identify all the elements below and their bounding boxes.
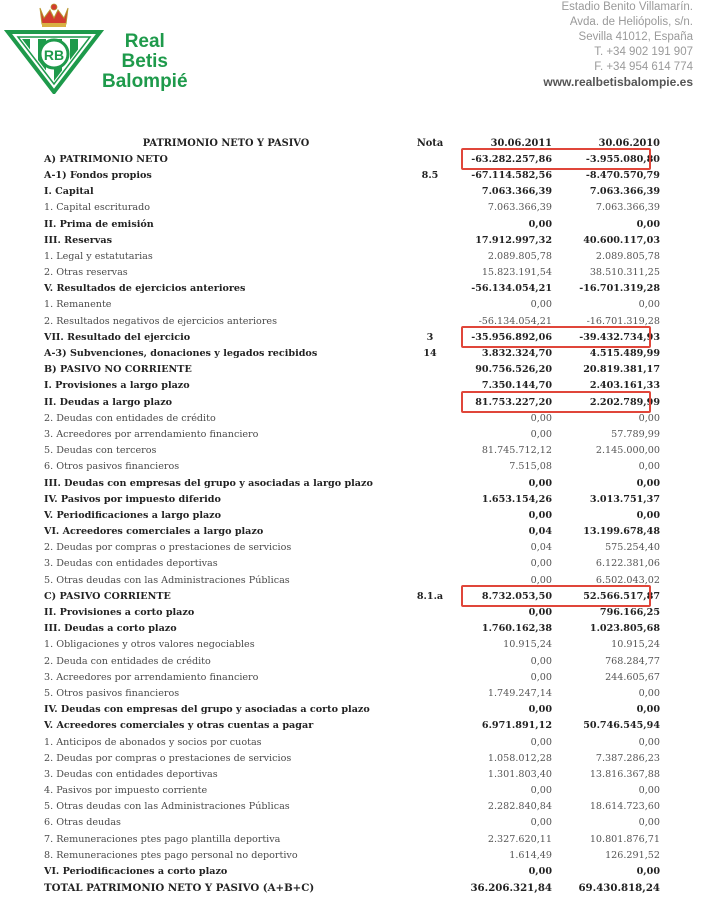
- row-nota: 3: [426, 331, 434, 343]
- row-nota: [408, 831, 452, 847]
- row-value-2011: 1.614,49: [509, 849, 552, 861]
- row-nota: [408, 459, 452, 475]
- row-value-2011: 0,00: [528, 866, 552, 878]
- column-header-2010: 30.06.2010: [598, 137, 660, 149]
- table-row: [44, 248, 666, 264]
- table-row: [44, 621, 666, 637]
- row-label: 7. Remuneraciones ptes pago plantilla deportiva: [44, 833, 281, 845]
- row-label: 5. Otras deudas con las Administraciones Públicas: [44, 574, 290, 586]
- row-value-2011: 15.823.191,54: [481, 267, 552, 279]
- row-value-2010: 0,00: [638, 461, 660, 473]
- row-label: 2. Deudas con entidades de crédito: [44, 412, 216, 424]
- row-value-2011: 0,00: [528, 218, 552, 230]
- row-nota: 8.5: [421, 169, 439, 181]
- row-label: 3. Acreedores por arrendamiento financiero: [44, 671, 259, 683]
- row-value-2010: 0,00: [638, 785, 660, 797]
- row-value-2010: 2.145.000,00: [595, 445, 660, 457]
- row-value-2010: 6.502.043,02: [595, 574, 660, 586]
- row-label: III. Deudas a corto plazo: [44, 623, 177, 635]
- row-value-2011: 2.327.620,11: [487, 833, 552, 845]
- row-nota: [408, 766, 452, 782]
- row-value-2011: 10.915,24: [503, 639, 552, 651]
- table-row: [44, 216, 666, 232]
- club-name-line2: Betis: [121, 51, 168, 72]
- row-value-2010: 0,00: [638, 736, 660, 748]
- row-nota: [408, 313, 452, 329]
- row-nota: [408, 750, 452, 766]
- table-row: [44, 718, 666, 734]
- crest-letters: RB: [43, 47, 65, 63]
- row-value-2010: 18.614.723,60: [589, 801, 660, 813]
- row-value-2011: 2.282.840,84: [487, 801, 552, 813]
- row-value-2010: 244.605,67: [605, 671, 660, 683]
- row-value-2010: 0,00: [638, 687, 660, 699]
- row-value-2010: 40.600.117,03: [583, 234, 660, 246]
- row-label: 1. Legal y estatutarias: [44, 250, 153, 262]
- row-nota: [408, 718, 452, 734]
- row-value-2011: 1.760.162,38: [481, 623, 552, 635]
- row-value-2010: 69.430.818,24: [578, 881, 660, 894]
- row-label: I. Capital: [44, 186, 94, 198]
- row-value-2011: 0,00: [530, 817, 552, 829]
- column-header-label: PATRIMONIO NETO Y PASIVO: [142, 137, 310, 149]
- row-value-2010: 2.202.789,99: [589, 396, 660, 408]
- row-value-2011: 17.912.997,32: [475, 234, 552, 246]
- row-label: 5. Deudas con terceros: [44, 445, 157, 457]
- row-label: A-3) Subvenciones, donaciones y legados recibidos: [44, 348, 318, 360]
- row-label: II. Provisiones a corto plazo: [44, 607, 195, 619]
- row-value-2011: -35.956.892,06: [471, 331, 552, 343]
- row-nota: [408, 815, 452, 831]
- table-row: [44, 799, 666, 815]
- highlight-box: [461, 391, 651, 413]
- row-nota: [408, 410, 452, 426]
- row-value-2011: -56.134.054,21: [471, 283, 552, 295]
- website-link[interactable]: www.realbetisbalompie.es: [543, 75, 693, 89]
- row-label: 3. Deudas con entidades deportivas: [44, 558, 218, 570]
- row-value-2010: 20.819.381,17: [583, 364, 660, 376]
- row-value-2011: -67.114.582,56: [471, 169, 552, 181]
- row-value-2011: 81.753.227,20: [475, 396, 552, 408]
- address-phone: T. +34 902 191 907: [594, 46, 693, 58]
- row-nota: [408, 491, 452, 507]
- row-nota: [408, 297, 452, 313]
- row-value-2011: 0,00: [530, 671, 552, 683]
- row-value-2011: 0,00: [530, 412, 552, 424]
- table-row: [44, 685, 666, 701]
- row-nota: [408, 281, 452, 297]
- row-label: III. Reservas: [44, 234, 112, 246]
- row-label: 4. Pasivos por impuesto corriente: [44, 785, 208, 797]
- row-label: 5. Otras deudas con las Administraciones Públicas: [44, 801, 290, 813]
- row-nota: [408, 702, 452, 718]
- table-row: [44, 653, 666, 669]
- row-label: 2. Otras reservas: [44, 267, 128, 279]
- row-nota: [408, 621, 452, 637]
- table-row: [44, 637, 666, 653]
- row-nota: [408, 572, 452, 588]
- row-value-2011: -56.134.054,21: [478, 315, 552, 327]
- row-value-2010: 0,00: [638, 299, 660, 311]
- column-header-nota: Nota: [416, 137, 444, 149]
- row-nota: [408, 362, 452, 378]
- row-label: VII. Resultado del ejercicio: [44, 331, 191, 343]
- row-label: VI. Periodificaciones a corto plazo: [44, 866, 228, 878]
- row-value-2010: 796.166,25: [599, 607, 660, 619]
- table-row: [44, 556, 666, 572]
- row-value-2010: -16.701.319,28: [586, 315, 660, 327]
- table-row: [44, 540, 666, 556]
- row-nota: [408, 151, 452, 167]
- row-nota: 14: [423, 348, 437, 360]
- row-value-2010: -39.432.734,93: [579, 331, 660, 343]
- table-row: [44, 491, 666, 507]
- row-value-2011: 0,00: [530, 299, 552, 311]
- table-row: [44, 702, 666, 718]
- row-value-2011: 0,00: [530, 655, 552, 667]
- row-value-2010: 0,00: [636, 509, 660, 521]
- row-value-2011: 1.058.012,28: [487, 752, 552, 764]
- row-nota: [408, 216, 452, 232]
- club-address: [543, 0, 693, 90]
- row-label: 2. Resultados negativos de ejercicios anteriores: [44, 315, 278, 327]
- row-value-2011: 0,00: [530, 736, 552, 748]
- row-label: A) PATRIMONIO NETO: [44, 153, 168, 165]
- row-label: 1. Capital escriturado: [44, 202, 151, 214]
- row-value-2011: 90.756.526,20: [475, 364, 552, 376]
- row-nota: [408, 378, 452, 394]
- row-label: 3. Deudas con entidades deportivas: [44, 768, 218, 780]
- table-row: [44, 265, 666, 281]
- row-value-2010: 6.122.381,06: [595, 558, 660, 570]
- table-row: [44, 524, 666, 540]
- row-value-2010: 0,00: [638, 412, 660, 424]
- row-value-2010: 3.013.751,37: [589, 493, 660, 505]
- table-row: [44, 734, 666, 750]
- row-label: 2. Deuda con entidades de crédito: [44, 655, 211, 667]
- row-label: II. Prima de emisión: [44, 218, 154, 230]
- row-value-2010: 13.816.367,88: [589, 768, 660, 780]
- row-value-2011: 7.063.366,39: [487, 202, 552, 214]
- table-row: [44, 281, 666, 297]
- row-value-2011: 6.971.891,12: [481, 720, 552, 732]
- row-value-2011: 0,00: [530, 558, 552, 570]
- table-row: [44, 880, 666, 896]
- row-label: 6. Otros pasivos financieros: [44, 461, 180, 473]
- balance-sheet-table: [44, 135, 666, 896]
- row-label: 8. Remuneraciones ptes pago personal no deportivo: [44, 849, 298, 861]
- row-value-2010: 0,00: [636, 704, 660, 716]
- row-label: V. Acreedores comerciales y otras cuentas a pagar: [44, 720, 314, 732]
- address-line: Avda. de Heliópolis, s/n.: [569, 16, 693, 28]
- row-value-2011: 0,04: [530, 542, 552, 554]
- address-fax: F. +34 954 614 774: [594, 61, 693, 73]
- row-label: IV. Deudas con empresas del grupo y asociadas a corto plazo: [44, 704, 370, 716]
- row-nota: [408, 556, 452, 572]
- row-value-2011: 0,00: [528, 704, 552, 716]
- table-row: [44, 815, 666, 831]
- row-value-2011: 1.301.803,40: [487, 768, 552, 780]
- row-value-2010: 0,00: [636, 477, 660, 489]
- table-row: [44, 766, 666, 782]
- highlight-box: [461, 585, 651, 607]
- row-label: 3. Acreedores por arrendamiento financiero: [44, 428, 259, 440]
- table-row: [44, 184, 666, 200]
- row-value-2011: 0,00: [528, 509, 552, 521]
- table-row: [44, 750, 666, 766]
- row-value-2011: 0,00: [530, 785, 552, 797]
- row-value-2010: 768.284,77: [605, 655, 660, 667]
- row-nota: [408, 783, 452, 799]
- row-value-2010: 52.566.517,87: [583, 590, 660, 602]
- row-label: 6. Otras deudas: [44, 817, 121, 829]
- row-label: 1. Obligaciones y otros valores negociables: [44, 639, 255, 651]
- row-nota: [408, 265, 452, 281]
- row-label: IV. Pasivos por impuesto diferido: [44, 493, 221, 505]
- row-label: V. Periodificaciones a largo plazo: [44, 509, 222, 521]
- row-value-2010: 10.801.876,71: [589, 833, 660, 845]
- row-value-2011: 1.749.247,14: [487, 687, 552, 699]
- table-row: [44, 863, 666, 879]
- row-nota: [408, 232, 452, 248]
- row-value-2010: 7.387.286,23: [595, 752, 660, 764]
- row-value-2011: 81.745.712,12: [481, 445, 552, 457]
- row-value-2010: -3.955.080,80: [585, 153, 660, 165]
- row-value-2011: 7.350.144,70: [481, 380, 552, 392]
- row-value-2011: 0,04: [528, 526, 552, 538]
- highlight-box: [461, 326, 651, 348]
- table-row: [44, 475, 666, 491]
- table-row: [44, 443, 666, 459]
- row-value-2010: 126.291,52: [605, 849, 660, 861]
- column-header-2011: 30.06.2011: [490, 137, 552, 149]
- table-row: [44, 669, 666, 685]
- row-value-2011: 0,00: [528, 607, 552, 619]
- row-value-2010: 7.063.366,39: [595, 202, 660, 214]
- row-label: 2. Deudas por compras o prestaciones de servicios: [44, 752, 292, 764]
- row-nota: [408, 394, 452, 410]
- row-nota: [408, 475, 452, 491]
- row-nota: 8.1.a: [416, 590, 444, 602]
- row-value-2011: 0,00: [528, 477, 552, 489]
- row-nota: [408, 669, 452, 685]
- row-nota: [408, 507, 452, 523]
- club-name-line3: Balompié: [102, 71, 188, 92]
- table-row: [44, 847, 666, 863]
- row-value-2010: 0,00: [636, 866, 660, 878]
- table-row: [44, 297, 666, 313]
- table-row: [44, 200, 666, 216]
- address-line: Estadio Benito Villamarín.: [561, 1, 693, 13]
- row-nota: [408, 443, 452, 459]
- row-value-2010: 0,00: [638, 817, 660, 829]
- row-label: 2. Deudas por compras o prestaciones de servicios: [44, 542, 292, 554]
- row-nota: [408, 799, 452, 815]
- row-value-2011: 0,00: [530, 574, 552, 586]
- address-line: Sevilla 41012, España: [578, 31, 693, 43]
- row-nota: [408, 426, 452, 442]
- row-value-2010: -8.470.570,79: [585, 169, 660, 181]
- row-value-2011: 3.832.324,70: [481, 348, 552, 360]
- row-nota: [408, 248, 452, 264]
- highlight-box: [461, 148, 651, 170]
- row-nota: [408, 200, 452, 216]
- row-value-2011: 0,00: [530, 428, 552, 440]
- row-label: I. Provisiones a largo plazo: [44, 380, 190, 392]
- row-label: II. Deudas a largo plazo: [44, 396, 173, 408]
- row-nota: [408, 880, 452, 896]
- row-value-2010: 2.089.805,78: [595, 250, 660, 262]
- row-nota: [408, 653, 452, 669]
- table-row: [44, 232, 666, 248]
- table-row: [44, 783, 666, 799]
- row-value-2011: 2.089.805,78: [487, 250, 552, 262]
- row-nota: [408, 540, 452, 556]
- row-nota: [408, 524, 452, 540]
- table-row: [44, 362, 666, 378]
- row-value-2010: -16.701.319,28: [579, 283, 660, 295]
- row-value-2011: -63.282.257,86: [471, 153, 552, 165]
- table-row: [44, 459, 666, 475]
- row-nota: [408, 685, 452, 701]
- row-label: B) PASIVO NO CORRIENTE: [44, 364, 192, 376]
- row-value-2010: 7.063.366,39: [589, 186, 660, 198]
- row-value-2010: 4.515.489,99: [589, 348, 660, 360]
- row-value-2011: 8.732.053,50: [481, 590, 552, 602]
- row-label: III. Deudas con empresas del grupo y asociadas a largo plazo: [44, 477, 373, 489]
- table-row: [44, 831, 666, 847]
- row-value-2010: 0,00: [636, 218, 660, 230]
- row-nota: [408, 847, 452, 863]
- table-row: [44, 426, 666, 442]
- row-label: V. Resultados de ejercicios anteriores: [44, 283, 246, 295]
- row-value-2010: 575.254,40: [605, 542, 660, 554]
- club-name-line1: Real: [124, 31, 165, 52]
- row-value-2010: 10.915,24: [611, 639, 660, 651]
- row-nota: [408, 734, 452, 750]
- row-value-2010: 2.403.161,33: [589, 380, 660, 392]
- row-nota: [408, 604, 452, 620]
- row-label: 1. Remanente: [44, 299, 112, 311]
- row-label: 1. Anticipos de abonados y socios por cuotas: [44, 736, 262, 748]
- row-nota: [408, 637, 452, 653]
- row-nota: [408, 863, 452, 879]
- row-label: C) PASIVO CORRIENTE: [44, 590, 171, 602]
- row-value-2011: 36.206.321,84: [470, 881, 552, 894]
- row-value-2010: 1.023.805,68: [589, 623, 660, 635]
- row-value-2011: 1.653.154,26: [481, 493, 552, 505]
- row-value-2010: 50.746.545,94: [583, 720, 660, 732]
- row-nota: [408, 184, 452, 200]
- row-value-2010: 13.199.678,48: [583, 526, 660, 538]
- row-value-2011: 7.515,08: [509, 461, 552, 473]
- table-row: [44, 507, 666, 523]
- row-label: 5. Otros pasivos financieros: [44, 687, 180, 699]
- row-value-2010: 38.510.311,25: [589, 267, 660, 279]
- row-label: TOTAL PATRIMONIO NETO Y PASIVO (A+B+C): [44, 881, 315, 894]
- club-crest-icon: [4, 2, 104, 94]
- row-value-2010: 57.789,99: [611, 428, 660, 440]
- club-name: [102, 32, 188, 92]
- row-label: VI. Acreedores comerciales a largo plazo: [44, 526, 264, 538]
- row-label: A-1) Fondos propios: [44, 169, 152, 181]
- row-value-2011: 7.063.366,39: [481, 186, 552, 198]
- club-logo: [4, 2, 188, 94]
